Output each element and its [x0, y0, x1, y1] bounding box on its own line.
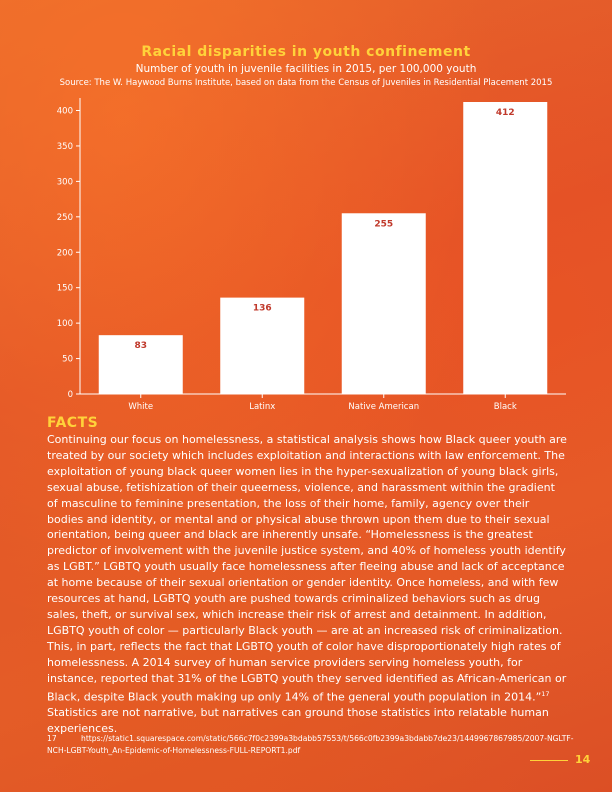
- y-tick-label: 250: [56, 212, 73, 223]
- bar: [463, 102, 547, 394]
- page-number-rule: [530, 760, 568, 761]
- footnote-reference[interactable]: 17: [541, 689, 550, 698]
- facts-body: [47, 432, 567, 737]
- bar-chart: [0, 90, 612, 415]
- y-tick-label: 50: [62, 354, 73, 365]
- y-tick-label: 350: [56, 141, 73, 152]
- bar: [342, 213, 426, 394]
- y-tick-label: 200: [56, 248, 73, 259]
- bar-data-label: 136: [252, 303, 272, 314]
- footnote-link[interactable]: https://static1.squarespace.com/static/566c7f0c2399a3bdabb57553/t/566c0fb2399a3bdabb7de23/1449967867985/2007-NGLTF-NCH-LGBT-Youth_An-Epidemic-of-Homelessness-FULL-REPORT1.pdf: [47, 734, 574, 755]
- facts-heading: FACTS: [47, 415, 99, 431]
- chart-source: Source: The W. Haywood Burns Institute, based on data from the Census of Juveniles in Residential Placement 2015: [59, 78, 553, 88]
- facts-paragraph: Continuing our focus on homelessness, a statistical analysis shows how Black queer youth are treated by our society which includes exploitation and interactions with law enforcement. The exploitation of young black queer women lies in the hyper-sexualization of young black girls, sexual abuse, fetishization of their queerness, violence, and harassment within the gradient of masculine to feminine presentation, the loss of their home, family, agency over their bodies and identity, or mental and or physical abuse thrown upon them due to their sexual orientation, being queer and black are inherently unsafe. “Homelessness is the greatest predictor of involvement with the juvenile justice system, and 40% of homeless youth identify as LGBT.” LGBTQ youth usually face homelessness after fleeing abuse and lack of acceptance at home because of their sexual orientation or gender identity. Once homeless, and with few resources at hand, LGBTQ youth are pushed towards criminalized behaviors such as drug sales, theft, or survival sex, which increase their risk of arrest and detainment. In addition, LGBTQ youth of color — particularly Black youth — are at an increased risk of criminalization. This, in part, reflects the fact that LGBTQ youth of color have disproportionately high rates of homelessness. A 2014 survey of human service providers serving homeless youth, for instance, reported that 31% of the LGBTQ youth they served identified as African-American or Black, despite Black youth making up only 14% of the general youth population in 2014.”: [47, 433, 567, 704]
- chart-title: Racial disparities in youth confinement: [141, 44, 471, 60]
- footnote-number: 17: [47, 734, 57, 743]
- y-tick-label: 100: [56, 319, 73, 330]
- y-tick-label: 0: [67, 390, 73, 400]
- footnote: [47, 733, 587, 757]
- y-tick-label: 300: [56, 177, 73, 188]
- x-tick-label: Latinx: [249, 402, 276, 412]
- y-tick-label: 150: [56, 283, 73, 294]
- facts-paragraph-end: Statistics are not narrative, but narratives can ground those statistics into relatable human experiences.: [47, 706, 549, 735]
- page-number: 14: [575, 753, 591, 766]
- chart-subtitle: Number of youth in juvenile facilities in 2015, per 100,000 youth: [135, 63, 477, 75]
- bar-data-label: 412: [495, 108, 515, 118]
- bar-data-label: 83: [134, 341, 148, 352]
- x-tick-label: Black: [493, 402, 517, 412]
- x-tick-label: Native American: [348, 402, 420, 412]
- y-tick-label: 400: [56, 106, 73, 117]
- x-tick-label: White: [128, 402, 154, 412]
- bar-data-label: 255: [374, 219, 394, 230]
